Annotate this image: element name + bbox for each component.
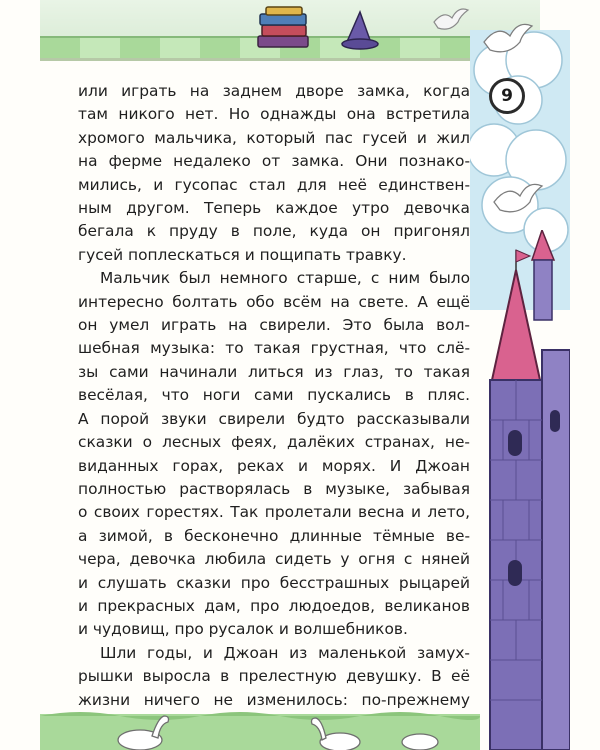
text-line: и прекрасных дам, про людоедов, великанов xyxy=(78,596,470,615)
page-number: 9 xyxy=(489,78,525,114)
top-illustration xyxy=(40,0,540,61)
grass-strip xyxy=(40,708,480,750)
text-line: виданных горах, реках и морях. И Джоан xyxy=(78,456,470,475)
paragraph xyxy=(78,80,470,267)
text-line: полностью растворялась в музыке, забывая xyxy=(78,479,470,498)
dove-icon xyxy=(480,18,536,58)
text-line: и слушать сказки про бесстрашных рыцарей xyxy=(78,573,470,592)
text-line: интересно болтать обо всём на свете. А ещё xyxy=(78,292,470,311)
books-icon xyxy=(254,6,312,50)
text-line: хромого мальчика, который пас гусей и жил xyxy=(78,128,470,147)
text-line: Мальчик был немного старше, с ним было xyxy=(100,269,470,288)
text-line: или играть на заднем дворе замка, когда xyxy=(78,82,470,100)
dove-icon xyxy=(430,4,470,34)
text-line: рышки выросла в прелестную девушку. В её xyxy=(78,667,470,686)
text-line: бегала к пруду в поле, куда он пригонял xyxy=(78,222,470,241)
text-line: весёлая, что ноги сами пускались в пляс. xyxy=(78,386,470,405)
dove-icon xyxy=(490,178,546,218)
text-line: сказки о лесных феях, далёких странах, не- xyxy=(78,433,470,452)
text-line: о своих горестях. Так пролетали весна и лето, xyxy=(78,503,470,522)
paragraph xyxy=(78,642,470,712)
text-line: там никого нет. Но однажды она встретила xyxy=(78,105,470,124)
paragraph xyxy=(78,267,470,642)
text-line: чера, девочка любила сидеть у огня с няней xyxy=(78,550,470,569)
text-line: и чудовищ, про русалок и волшебников. xyxy=(78,620,408,639)
text-line: зы сами начинали литься из глаз, то такая xyxy=(78,362,470,381)
story-text xyxy=(78,80,470,712)
text-line: ным другом. Теперь каждое утро девочка xyxy=(78,199,470,218)
text-line: гусей поплескаться и пощипать травку. xyxy=(78,245,407,264)
text-line: жизни ничего не изменилось: по-прежнему xyxy=(78,690,470,709)
text-line: А порой звуки свирели будто рассказывали xyxy=(78,409,470,428)
castle-icon xyxy=(470,230,570,750)
text-line: шебная музыка: то такая грустная, что слё- xyxy=(78,339,470,358)
text-line: Шли годы, и Джоан из маленькой замух- xyxy=(100,643,470,662)
castle-illustration xyxy=(470,0,570,750)
text-line: а зимой, в бесконечно длинные тёмные ве- xyxy=(78,526,470,545)
text-line: он умел играть на свирели. Это была вол- xyxy=(78,316,470,335)
text-line: на ферме недалеко от замка. Они познако- xyxy=(78,152,470,171)
text-line: мились, и гусопас стал для неё единствен- xyxy=(78,175,470,194)
wizard-hat-icon xyxy=(340,10,380,50)
